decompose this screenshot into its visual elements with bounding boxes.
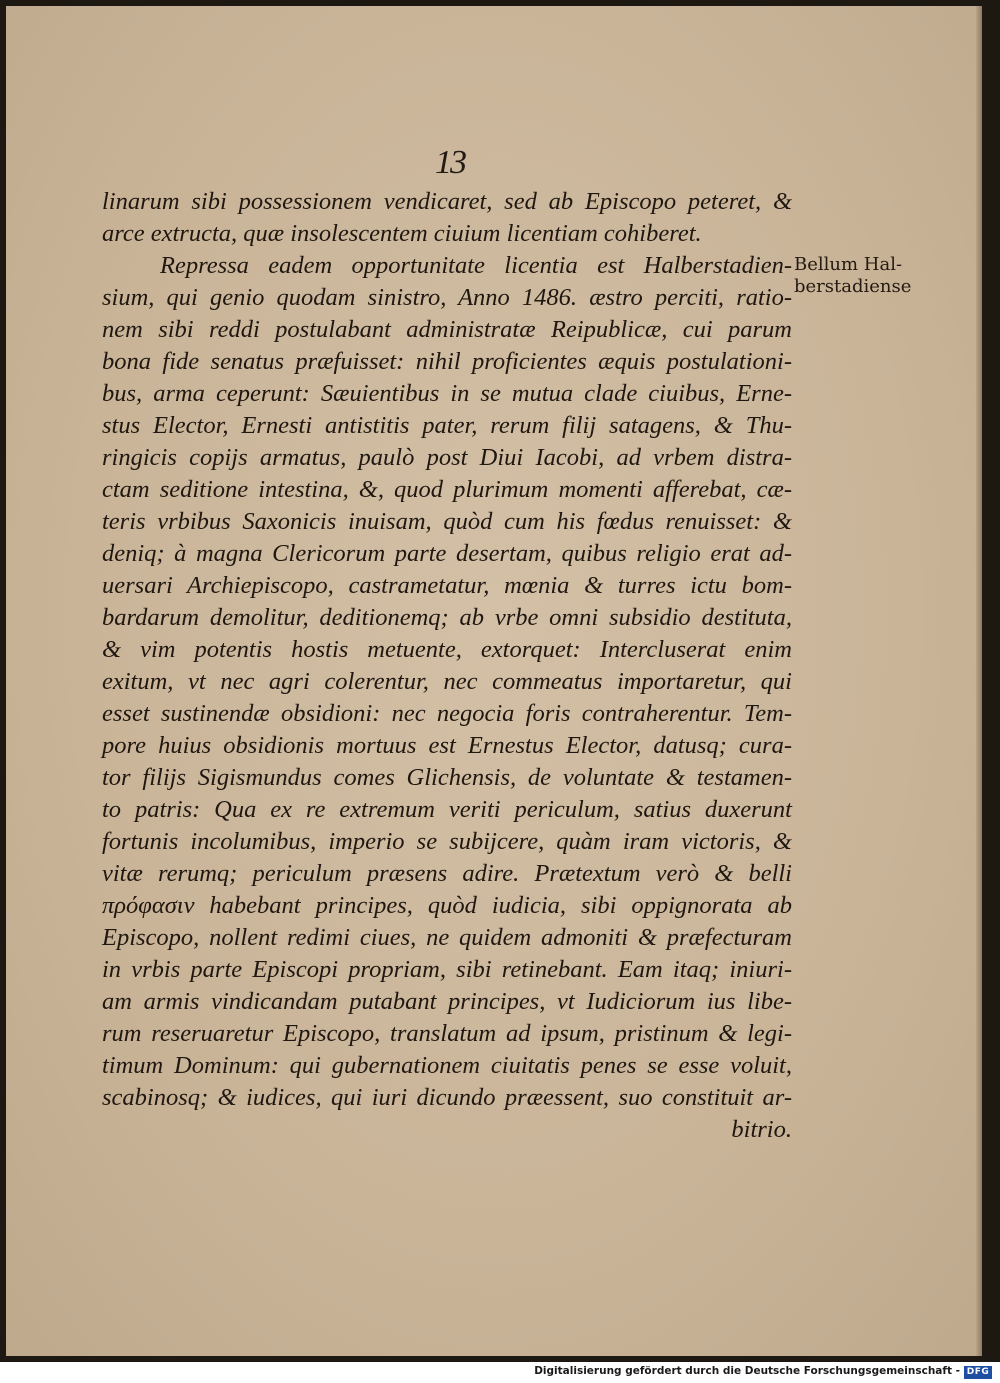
text-line: ringicis copijs armatus, paulò post Diui Iacobi, ad vrbem distra-: [102, 444, 792, 471]
text-line: deniq; à magna Clericorum parte desertam, quibus religio erat ad-: [102, 540, 792, 567]
text-line: & vim potentis hostis metuente, extorquet: Intercluserat enim: [102, 636, 792, 663]
text-line: am armis vindicandam putabant principes, vt Iudiciorum ius libe-: [102, 988, 792, 1015]
footer-bar: [0, 1362, 1000, 1383]
text-line: tor filijs Sigismundus comes Glichensis, de voluntate & testamen-: [102, 764, 792, 791]
dfg-logo: DFG: [964, 1366, 992, 1379]
text-line: vitæ rerumq; periculum præsens adire. Prætextum verò & belli: [102, 860, 792, 887]
text-line: bus, arma ceperunt: Sæuientibus in se mutua clade ciuibus, Erne-: [102, 380, 792, 407]
page-number: 13: [435, 144, 465, 181]
body-text: [102, 186, 792, 1146]
text-line: scabinosq; & iudices, qui iuri dicundo præessent, suo constituit ar-: [102, 1084, 792, 1111]
text-line: nem sibi reddi postulabant administratæ Reipublicæ, cui parum: [102, 316, 792, 343]
text-line: ctam seditione intestina, &, quod plurimum momenti afferebat, cæ-: [102, 476, 792, 503]
margin-note: [794, 254, 914, 298]
text-line: rum reseruaretur Episcopo, translatum ad ipsum, pristinum & legi-: [102, 1020, 792, 1047]
text-line: timum Dominum: qui gubernationem ciuitatis penes se esse voluit,: [102, 1052, 792, 1079]
text-line: exitum, vt nec agri colerentur, nec commeatus importaretur, qui: [102, 668, 792, 695]
text-line: linarum sibi possessionem vendicaret, sed ab Episcopo peteret, &: [102, 188, 792, 215]
funding-credit: Digitalisierung gefördert durch die Deutsche Forschungsgemeinschaft -: [534, 1365, 960, 1377]
margin-note-line: Bellum Hal-: [794, 254, 903, 275]
text-line: Episcopo, nollent redimi ciues, ne quidem admoniti & præfecturam: [102, 924, 792, 951]
book-page: [6, 6, 982, 1356]
text-line: pore huius obsidionis mortuus est Ernestus Elector, datusq; cura-: [102, 732, 792, 759]
text-line: in vrbis parte Episcopi propriam, sibi retinebant. Eam itaq; iniuri-: [102, 956, 792, 983]
text-line: πρόφασιν habebant principes, quòd iudicia, sibi oppignorata ab: [102, 892, 792, 919]
text-line: uersari Archiepiscopo, castrametatur, mœnia & turres ictu bom-: [102, 572, 792, 599]
text-line: teris vrbibus Saxonicis inuisam, quòd cum his fœdus renuisset: &: [102, 508, 792, 535]
text-line: Repressa eadem opportunitate licentia est Halberstadien-: [160, 252, 792, 279]
margin-note-line: berstadiense: [794, 276, 912, 297]
text-line: sium, qui genio quodam sinistro, Anno 1486. æstro perciti, ratio-: [102, 284, 792, 311]
text-line: bona fide senatus præfuisset: nihil proficientes æquis postulationi-: [102, 348, 792, 375]
text-line: bitrio.: [731, 1116, 792, 1143]
text-line: stus Elector, Ernesti antistitis pater, rerum filij satagens, & Thu-: [102, 412, 792, 439]
page-edge: [976, 6, 982, 1356]
text-line: to patris: Qua ex re extremum veriti periculum, satius duxerunt: [102, 796, 792, 823]
text-line: bardarum demolitur, deditionemq; ab vrbe omni subsidio destituta,: [102, 604, 792, 631]
text-line: arce extructa, quæ insolescentem ciuium licentiam cohiberet.: [102, 220, 702, 247]
text-line: esset sustinendæ obsidioni: nec negocia foris contraherentur. Tem-: [102, 700, 792, 727]
text-line: fortunis incolumibus, imperio se subijcere, quàm iram victoris, &: [102, 828, 792, 855]
